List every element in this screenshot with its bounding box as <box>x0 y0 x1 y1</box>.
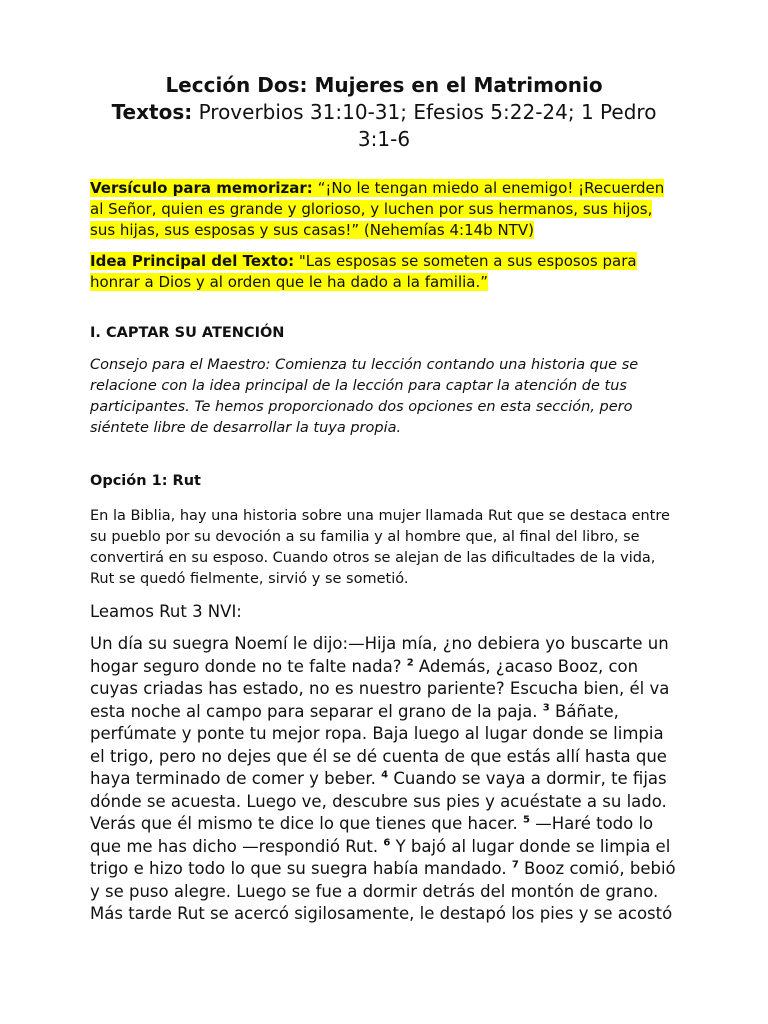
verse-number: 4 <box>381 769 389 781</box>
lesson-title: Lección Dos: Mujeres en el Matrimonio <box>165 73 603 97</box>
teacher-tip: Consejo para el Maestro: Comienza tu lección contando una historia que se relacione con la idea principal de la lección para captar la atención de tus participantes. Te hemos proporcionado dos opciones en esta sección, pero siéntete libre de desarrollar la tuya propia. <box>90 357 639 436</box>
option-paragraph: En la Biblia, hay una historia sobre una mujer llamada Rut que se destaca entre su pueblo por su devoción a su familia y al hombre que, al final del libro, se convertirá en su esposo. Cuando otros se alejan de las dificultades de la vida, Rut se quedó fielmente, sirvió y se sometió. <box>90 508 670 587</box>
verse-text: Además, ¿acaso Booz, con cuyas criadas has estado, no es nuestro pariente? Escucha bien, él va esta noche al campo para separar el grano de la paja. <box>90 656 670 721</box>
reading-lead: Leamos Rut 3 NVI: <box>90 602 242 621</box>
memory-verse <box>90 178 678 241</box>
scripture-texts <box>90 99 678 153</box>
title-block <box>90 0 678 153</box>
texts-value: Proverbios 31:10-31; Efesios 5:22-24; 1 Pedro 3:1-6 <box>192 100 657 151</box>
verse-number: 3 <box>542 702 550 713</box>
verse-text: Booz comió, bebió y se puso alegre. Luego se fue a dormir detrás del montón de grano. Más tarde Rut se acercó sigilosamente, le destapó los pies y se acostó <box>90 859 676 923</box>
memory-verse-text: “¡No le tengan miedo al enemigo! ¡Recuerden al Señor, quien es grande y glorioso, y luchen por sus hermanos, sus hijos, sus hijas, sus esposas y sus casas!” (Nehemías 4:14b NTV) <box>90 179 665 239</box>
texts-label: Textos: <box>111 100 193 124</box>
verse-text: Un día su suegra Noemí le dijo:—Hija mía, ¿no debiera yo buscarte un hogar seguro donde no te falte nada? <box>90 634 669 676</box>
scripture-passage <box>90 633 678 926</box>
verse-text: —Haré todo lo que me has dicho —respondió Rut. <box>90 814 654 856</box>
verse-text: Y bajó al lugar donde se limpia el trigo e hizo todo lo que su suegra había mandado. <box>90 836 671 878</box>
verse-number: 7 <box>511 859 519 871</box>
verse-text: Cuando se vaya a dormir, te fijas dónde se acuesta. Luego ve, descubre sus pies y acuéstate a su lado. Verás que él mismo te dice lo que tienes que hacer. <box>90 769 667 833</box>
verse-text: Báñate, perfúmate y ponte tu mejor ropa. Baja luego al lugar donde se limpia el trigo, pero no dejes que él se dé cuenta de que estás allí hasta que haya terminado de comer y beber. <box>90 701 667 788</box>
verse-number: 5 <box>523 814 531 826</box>
verse-number: 6 <box>383 837 391 848</box>
section-heading: I. CAPTAR SU ATENCIÓN <box>90 325 285 341</box>
memory-verse-highlight <box>90 179 664 239</box>
main-idea-label: Idea Principal del Texto: <box>90 252 295 270</box>
main-idea-text: "Las esposas se someten a sus esposos para honrar a Dios y al orden que le ha dado a la familia.” <box>90 252 637 291</box>
option-heading: Opción 1: Rut <box>90 473 201 489</box>
verse-number: 2 <box>406 657 414 668</box>
main-idea-highlight <box>90 252 637 291</box>
memory-verse-label: Versículo para memorizar: <box>90 179 313 197</box>
main-idea <box>90 251 678 293</box>
